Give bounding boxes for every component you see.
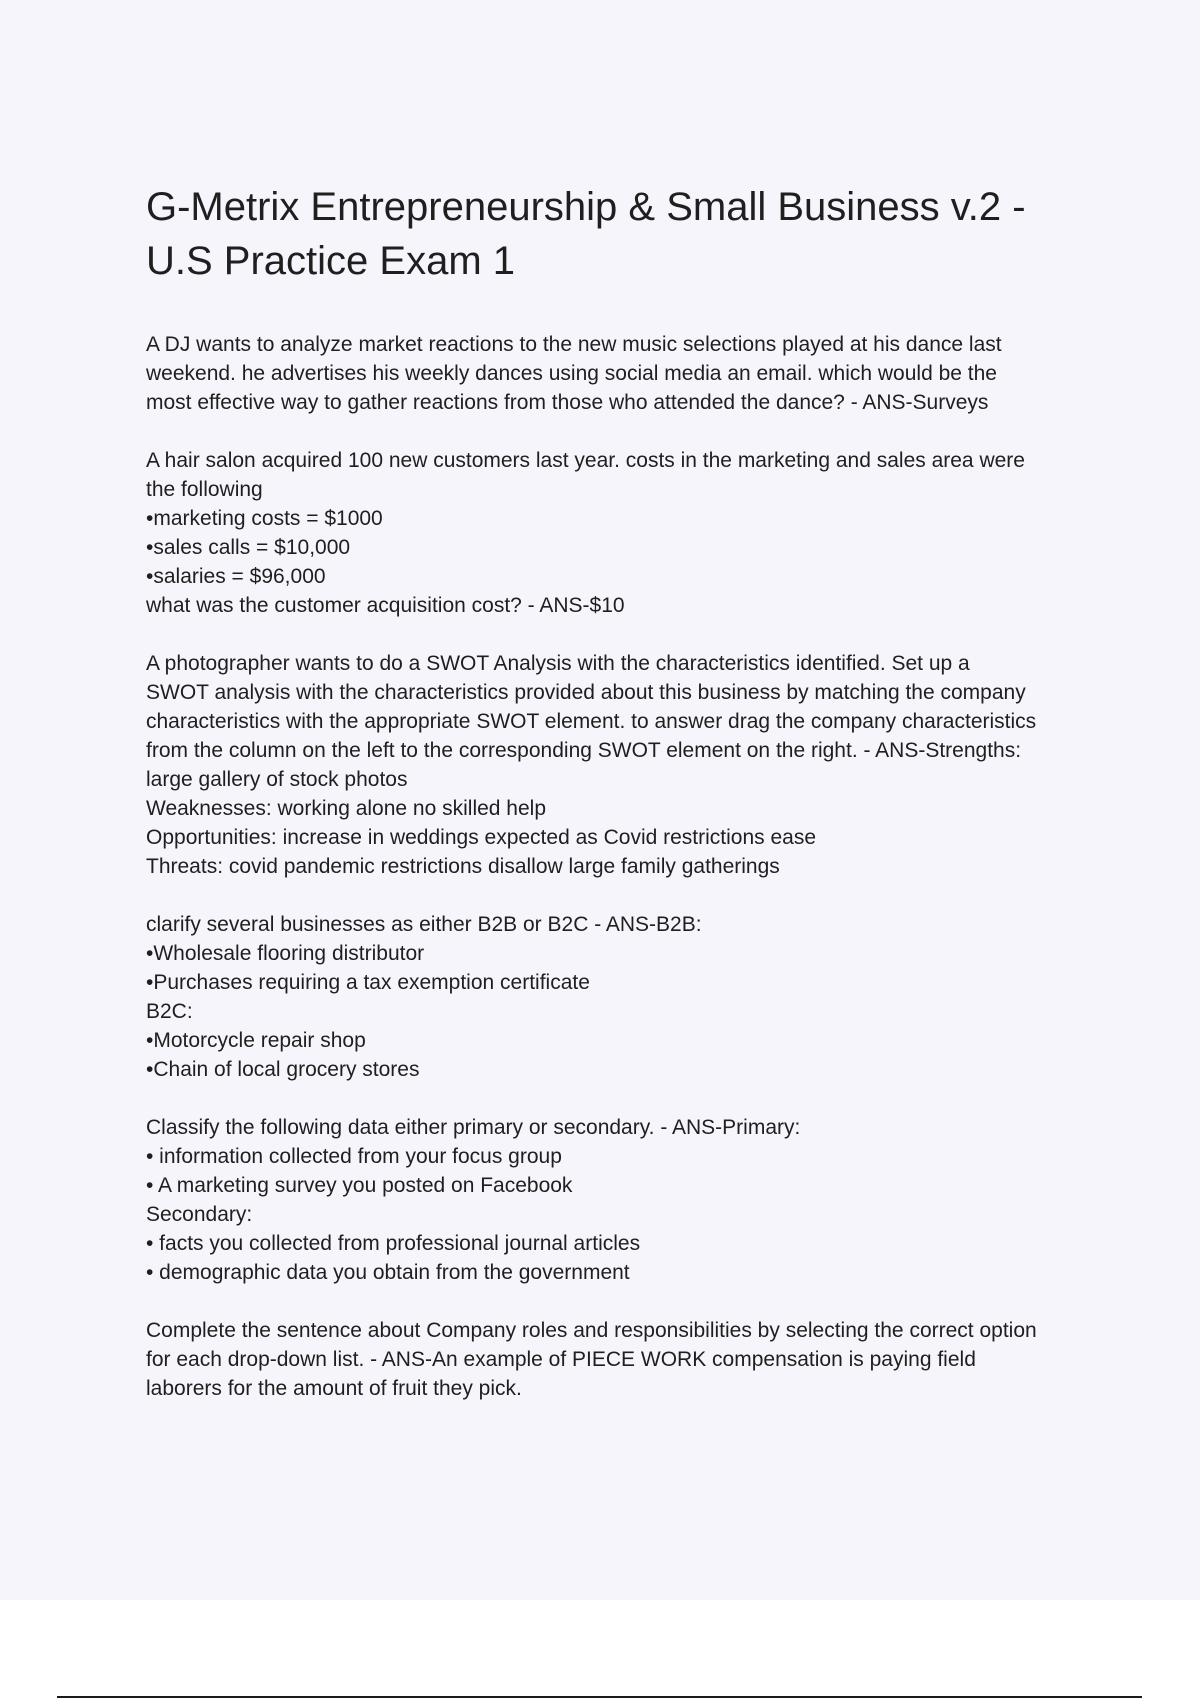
question-line: • information collected from your focus group (146, 1145, 562, 1168)
question-block (146, 649, 1096, 881)
question-line: clarify several businesses as either B2B or B2C - ANS-B2B: (146, 913, 702, 936)
page-title (146, 180, 1096, 288)
question-text (146, 649, 1096, 881)
question-line: large gallery of stock photos (146, 768, 408, 791)
question-line: Opportunities: increase in weddings expected as Covid restrictions ease (146, 826, 817, 849)
question-text (146, 1113, 1096, 1287)
question-line: A DJ wants to analyze market reactions to the new music selections played at his dance last (146, 333, 1002, 356)
question-block (146, 1316, 1096, 1403)
question-line: Threats: covid pandemic restrictions disallow large family gatherings (146, 855, 780, 878)
document-content (146, 180, 1096, 1432)
question-block (146, 910, 1096, 1084)
question-line: •Motorcycle repair shop (146, 1029, 366, 1052)
question-answer-list (146, 330, 1096, 1403)
question-line: B2C: (146, 1000, 193, 1023)
question-line: the following (146, 478, 263, 501)
question-line: weekend. he advertises his weekly dances using social media an email. which would be the (146, 362, 997, 385)
question-text (146, 446, 1096, 620)
question-line: •salaries = $96,000 (146, 565, 326, 588)
question-line: for each drop-down list. - ANS-An example of PIECE WORK compensation is paying field (146, 1348, 976, 1371)
question-line: •marketing costs = $1000 (146, 507, 383, 530)
question-line: • demographic data you obtain from the government (146, 1261, 630, 1284)
title-line-2: U.S Practice Exam 1 (146, 239, 516, 283)
question-line: characteristics with the appropriate SWOT element. to answer drag the company characteristics (146, 710, 1037, 733)
question-line: Classify the following data either primary or secondary. - ANS-Primary: (146, 1116, 801, 1139)
question-line: laborers for the amount of fruit they pick. (146, 1377, 522, 1400)
question-line: • A marketing survey you posted on Facebook (146, 1174, 573, 1197)
question-line: •Wholesale flooring distributor (146, 942, 425, 965)
question-block (146, 330, 1096, 417)
question-text (146, 1316, 1096, 1403)
title-line-1: G-Metrix Entrepreneurship & Small Business v.2 - (146, 185, 1026, 229)
question-line: • facts you collected from professional journal articles (146, 1232, 641, 1255)
question-line: most effective way to gather reactions from those who attended the dance? - ANS-Surveys (146, 391, 989, 414)
question-line: A hair salon acquired 100 new customers last year. costs in the marketing and sales area were (146, 449, 1025, 472)
question-line: from the column on the left to the corresponding SWOT element on the right. - ANS-Strengths: (146, 739, 1022, 762)
question-line: •sales calls = $10,000 (146, 536, 351, 559)
question-line: A photographer wants to do a SWOT Analysis with the characteristics identified. Set up a (146, 652, 970, 675)
question-line: Weaknesses: working alone no skilled help (146, 797, 547, 820)
question-line: •Purchases requiring a tax exemption certificate (146, 971, 590, 994)
question-line: SWOT analysis with the characteristics provided about this business by matching the company (146, 681, 1026, 704)
question-line: Complete the sentence about Company roles and responsibilities by selecting the correct option (146, 1319, 1037, 1342)
question-line: •Chain of local grocery stores (146, 1058, 420, 1081)
question-text (146, 330, 1096, 417)
footer-divider (57, 1696, 1142, 1698)
question-line: Secondary: (146, 1203, 253, 1226)
question-block (146, 446, 1096, 620)
question-line: what was the customer acquisition cost? - ANS-$10 (146, 594, 625, 617)
question-text (146, 910, 1096, 1084)
question-block (146, 1113, 1096, 1287)
